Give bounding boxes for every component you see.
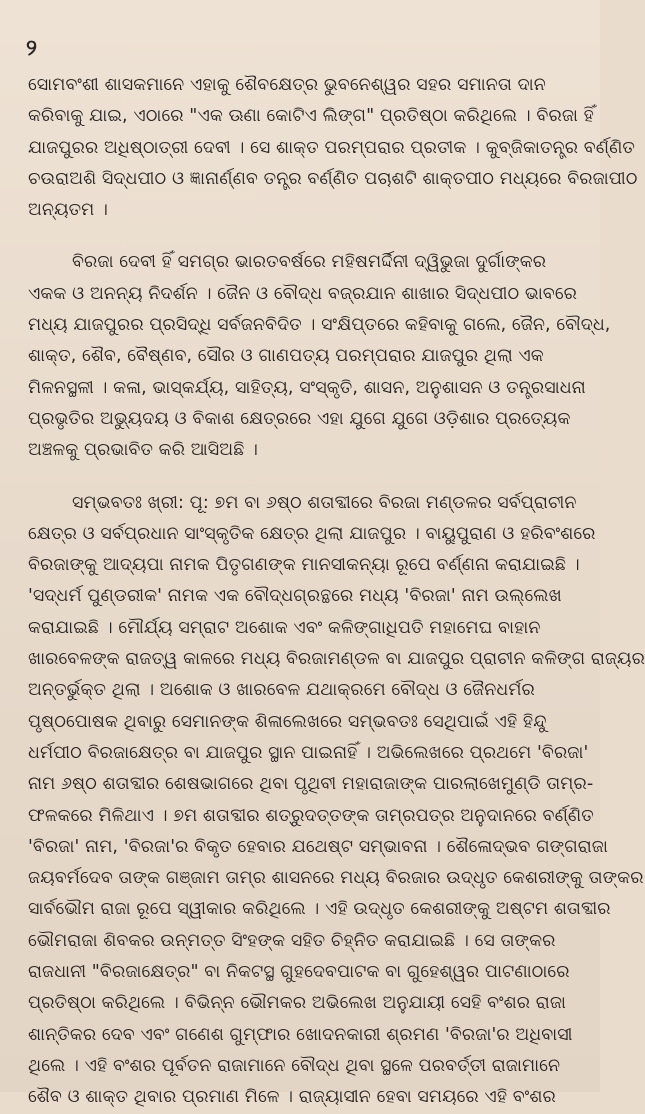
text-line: ଶୈବ ଓ ଶାକ୍ତ ଥିବାର ପ୍ରମାଣ ମିଳେ । ରାଜ୍ୟାସୀନ ହେବା ସମୟରେ ଏହି ବଂଶର — [28, 1087, 556, 1108]
text-line: ଅଞ୍ଚଳକୁ ପ୍ରଭାବିତ କରି ଆସିଅଛି । — [28, 440, 259, 461]
text-line: ଭୌମରାଜା ଶିବକର ଉନ୍ମତ୍ତ ସିଂହଙ୍କ ସହିତ ଚିହ୍ନିତ କରାଯାଇଛି । ସେ ତାଙ୍କର — [28, 930, 556, 951]
text-line: 'ବିରଜା' ନାମ, 'ବିରଜା'ର ବିକୃତ ହେବାର ଯଥେଷ୍ଟ ସମ୍ଭାବନା । ଶୈଳୋଦ୍ଭବ ଗଙ୍ଗରାଜା — [28, 836, 608, 857]
text-line: ରାଜଧାନୀ "ବିରଜାକ୍ଷେତ୍ର" ବା ନିକଟସ୍ଥ ଗୁହଦେବପାଟକ ବା ଗୁହେଶ୍ୱର ପାଟଣାଠାରେ — [28, 962, 570, 983]
text-line: ନାମ ୬ଷ୍ଠ ଶତାବ୍ଦୀର ଶେଷଭାଗରେ ଥିବା ପୃଥିବୀ ମହାରାଜାଙ୍କ ପାରଲାଖେମୁଣ୍ଡି ତାମ୍ର- — [28, 774, 594, 795]
text-line: ଯାଜପୁରର ଅଧିଷ୍ଠାତ୍ରୀ ଦେବୀ । ସେ ଶାକ୍ତ ପରମ୍ପରାର ପ୍ରତୀକ । କୁବ୍ଜିକାତନ୍ତ୍ର ବର୍ଣ୍ଣିତ — [28, 137, 636, 158]
text-line: 'ସଦ୍ଧର୍ମ ପୁଣ୍ଡରୀକ' ନାମକ ଏକ ବୌଦ୍ଧଗ୍ରନ୍ଥରେ ମଧ୍ୟ 'ବିରଜା' ନାମ ଉଲ୍ଲେଖ — [28, 586, 562, 607]
text-line: କରିବାକୁ ଯାଇ, ଏଠାରେ "ଏକ ଊଣା କୋଟିଏ ଲିଙ୍ଗ" ପ୍ରତିଷ୍ଠା କରିଥିଲେ । ବିରଜା ହିଁ — [28, 106, 594, 127]
text-line: ବିରଜା ଦେବୀ ହିଁ ସମଗ୍ର ଭାରତବର୍ଷରେ ମହିଷମର୍ଦ୍ଦିନୀ ଦ୍ୱିଭୁଜା ଦୁର୍ଗାଙ୍କର — [72, 252, 547, 273]
text-line: ଖାରବେଳଙ୍କ ରାଜତ୍ୱ କାଳରେ ମଧ୍ୟ ବିରଜାମଣ୍ଡଳ ବା ଯାଜପୁର ପ୍ରାଚୀନ କଳିଙ୍ଗ ରାଜ୍ୟର — [28, 649, 645, 670]
text-line: ଫଳକରେ ମିଳିଥାଏ । ୭ମ ଶତାବ୍ଦୀର ଶତ୍ରୁଦତ୍ତଙ୍କ ତାମ୍ରପତ୍ର ଅନୁଦାନରେ ବର୍ଣ୍ଣିତ — [28, 805, 594, 826]
paragraph-spacer — [28, 467, 576, 488]
text-line: ପ୍ରତିଷ୍ଠା କରିଥିଲେ । ବିଭିନ୍ନ ଭୌମକର ଅଭିଲେଖ ଅନୁଯାୟୀ ସେହି ବଂଶର ରାଜା — [28, 993, 566, 1014]
text-line: ସାର୍ବଭୌମ ରାଜା ରୂପେ ସ୍ୱୀକାର କରିଥିଲେ । ଏହି ଉଦ୍ଧୃତ କେଶରୀଙ୍କୁ ଅଷ୍ଟମ ଶତାବ୍ଦୀର — [28, 899, 611, 920]
text-line: ଅନ୍ତର୍ଭୁକ୍ତ ଥିଲା । ଅଶୋକ ଓ ଖାରବେଳ ଯଥାକ୍ରମେ ବୌଦ୍ଧ ଓ ଜୈନଧର୍ମର — [28, 680, 535, 701]
text-line: ଏକକ ଓ ଅନନ୍ୟ ନିଦର୍ଶନ । ଜୈନ ଓ ବୌଦ୍ଧ ବଜ୍ରଯାନ ଶାଖାର ସିଦ୍ଧପୀଠ ଭାବରେ — [28, 283, 577, 304]
text-line: ଧର୍ମପୀଠ ବିରଜାକ୍ଷେତ୍ର ବା ଯାଜପୁର ସ୍ଥାନ ପାଇନାହିଁ । ଅଭିଲେଖରେ ପ୍ରଥମେ 'ବିରଜା' — [28, 742, 589, 763]
text-line: କରାଯାଇଛି । ମୌର୍ଯ୍ୟ ସମ୍ରାଟ ଅଶୋକ ଏବଂ କଳିଙ୍ଗାଧିପତି ମହାମେଘ ବାହାନ — [28, 617, 541, 638]
paragraph — [28, 247, 611, 466]
text-line: ପୃଷ୍ଠପୋଷକ ଥିବାରୁ ସେମାନଙ୍କ ଶିଳାଲେଖରେ ସମ୍ଭବତଃ ସେଥିପାଇଁ ଏହି ହିନ୍ଦୁ — [28, 711, 547, 732]
text-line: ଶାନ୍ତିକର ଦେବ ଏବଂ ଗଣେଶ ଗୁମ୍ଫାର ଖୋଦନକାରୀ ଶ୍ରମଣ 'ବିରଜା'ର ଅଧିବାସୀ — [28, 1024, 573, 1045]
text-line: ଚଉରାଅଶି ସିଦ୍ଧପୀଠ ଓ ଜ୍ଞାନାର୍ଣ୍ଣବ ତନ୍ତ୍ର ବର୍ଣ୍ଣିତ ପଚାଶଟି ଶାକ୍ତପୀଠ ମଧ୍ୟରେ ବିରଜାପୀଠ — [28, 168, 638, 189]
text-line: କ୍ଷେତ୍ର ଓ ସର୍ବପ୍ରଧାନ ସାଂସ୍କୃତିକ କ୍ଷେତ୍ର ଥିଲା ଯାଜପୁର । ବାୟୁପୁରାଣ ଓ ହରିବଂଶରେ — [28, 523, 596, 544]
text-line: ବିରଜାଙ୍କୁ ଆଦ୍ୟପା ନାମକ ପିତୃଗଣଙ୍କ ମାନସୀକନ୍ୟା ରୂପେ ବର୍ଣ୍ଣନା କରାଯାଇଛି । — [28, 555, 580, 576]
text-line: ସୋମବଂଶୀ ଶାସକମାନେ ଏହାକୁ ଶୈବକ୍ଷେତ୍ର ଭୁବନେଶ୍ୱର ସହର ସମାନତା ଦାନ — [28, 75, 546, 95]
paragraph — [28, 70, 638, 226]
text-line: ପ୍ରଭୃତିର ଅଭ୍ୟୁଦୟ ଓ ବିକାଶ କ୍ଷେତ୍ରରେ ଏହା ଯୁଗେ ଯୁଗେ ଓଡ଼ିଶାର ପ୍ରତ୍ୟେକ — [28, 408, 571, 429]
text-line: ମଧ୍ୟ ଯାଜପୁରର ପ୍ରସିଦ୍ଧି ସର୍ବଜନବିଦିତ । ସଂକ୍ଷିପ୍ତରେ କହିବାକୁ ଗଲେ, ଜୈନ, ବୌଦ୍ଧ, — [28, 315, 611, 336]
text-line: ଜୟବର୍ମଦେବ ତାଙ୍କ ଗଞ୍ଜାମ ତାମ୍ର ଶାସନରେ ମଧ୍ୟ ବିରଜାର ଉଦ୍ଧୃତ କେଶରୀଙ୍କୁ ତାଙ୍କର — [28, 868, 644, 889]
text-line: ସମ୍ଭବତଃ ଖ୍ରୀ: ପୂ: ୭ମ ବା ୬ଷ୍ଠ ଶତାବ୍ଦୀରେ ବିରଜା ମଣ୍ଡଳର ସର୍ବପ୍ରାଚୀନ — [72, 492, 577, 513]
text-line: ମିଳନସ୍ଥଳୀ । କଳା, ଭାସ୍କର୍ଯ୍ୟ, ସାହିତ୍ୟ, ସଂସ୍କୃତି, ଶାସନ, ଅନୁଶାସନ ଓ ତନ୍ତ୍ରସାଧନା — [28, 377, 586, 398]
paragraph-spacer — [28, 226, 576, 247]
text-line: ଥିଲେ । ଏହି ବଂଶର ପୂର୍ବତନ ରାଜାମାନେ ବୌଦ୍ଧ ଥିବା ସ୍ଥଳେ ପରବର୍ତ୍ତୀ ରାଜାମାନେ — [28, 1055, 561, 1076]
text-line: ଅନ୍ୟତମ । — [28, 200, 109, 221]
paragraph — [28, 488, 645, 1114]
page-number: ୨ — [26, 36, 37, 61]
body-text — [28, 70, 645, 1114]
text-line: ଶାକ୍ତ, ଶୈବ, ବୈଷ୍ଣବ, ସୌର ଓ ଗାଣପତ୍ୟ ପରମ୍ପରାର ଯାଜପୁର ଥିଲା ଏକ — [28, 346, 544, 367]
